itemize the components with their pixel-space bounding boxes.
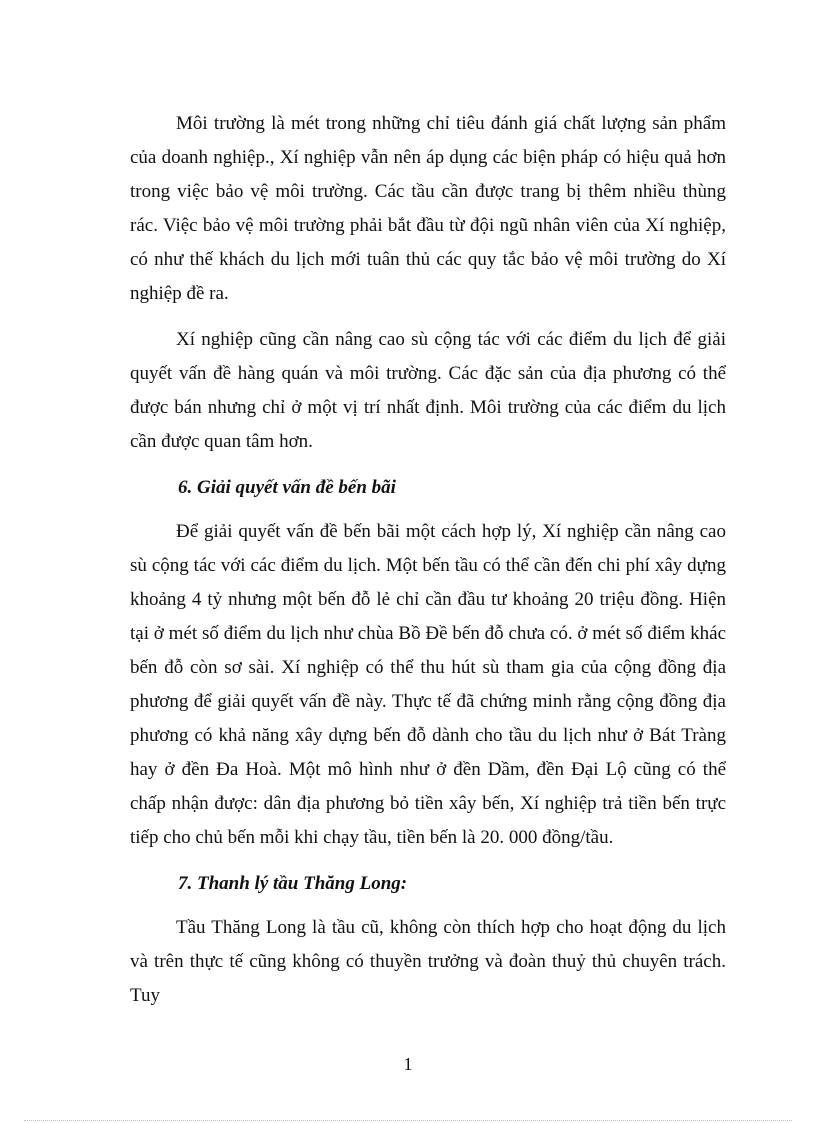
page-number: 1	[403, 1054, 413, 1074]
section-heading-7: 7. Thanh lý tầu Thăng Long:	[178, 873, 408, 894]
section-heading-6: 6. Giải quyết vấn đề bến bãi	[178, 477, 396, 498]
paragraph-thang-long: Tầu Thăng Long là tầu cũ, không còn thích hợp cho hoạt động du lịch và trên thực tế cũng không có thuyền trưởng và đoàn thuỷ thủ chuyên trách. Tuy	[130, 917, 726, 1006]
paragraph-cooperation: Xí nghiệp cũng cần nâng cao sù cộng tác với các điểm du lịch để giải quyết vấn đề hàng quán và môi trường. Các đặc sản của địa phương có thể được bán nhưng chỉ ở một vị trí nhất định. Môi trường của các điểm du lịch cần được quan tâm hơn.	[130, 329, 726, 452]
page-bottom-border	[24, 1120, 792, 1121]
paragraph-environment: Môi trường là mét trong những chỉ tiêu đánh giá chất lượng sản phẩm của doanh nghiệp., Xí nghiệp vẫn nên áp dụng các biện pháp có hiệu quả hơn trong việc bảo vệ môi trường. Các tầu cần được trang bị thêm nhiều thùng rác. Việc bảo vệ môi trường phải bắt đầu từ đội ngũ nhân viên của Xí nghiệp, có như thế khách du lịch mới tuân thủ các quy tắc bảo vệ môi trường do Xí nghiệp đề ra.	[130, 113, 726, 304]
paragraph-docking: Để giải quyết vấn đề bến bãi một cách hợp lý, Xí nghiệp cần nâng cao sù cộng tác với các điểm du lịch. Một bến tầu có thể cần đến chi phí xây dựng khoảng 4 tỷ nhưng một bến đỗ lẻ chỉ cần đầu tư khoảng 20 triệu đồng. Hiện tại ở mét số điểm du lịch như chùa Bồ Đề bến đỗ chưa có. ở mét số điểm khác bến đỗ còn sơ sài. Xí nghiệp có thể thu hút sù tham gia của cộng đồng địa phương để giải quyết vấn đề này. Thực tế đã chứng minh rằng cộng đồng địa phương có khả năng xây dựng bến đỗ dành cho tầu du lịch như ở Bát Tràng hay ở đền Đa Hoà. Một mô hình như ở đền Dầm, đền Đại Lộ cũng có thể chấp nhận được: dân địa phương bỏ tiền xây bến, Xí nghiệp trả tiền bến trực tiếp cho chủ bến mỗi khi chạy tầu, tiền bến là 20. 000 đồng/tầu.	[130, 521, 726, 848]
page-content	[130, 107, 726, 1025]
